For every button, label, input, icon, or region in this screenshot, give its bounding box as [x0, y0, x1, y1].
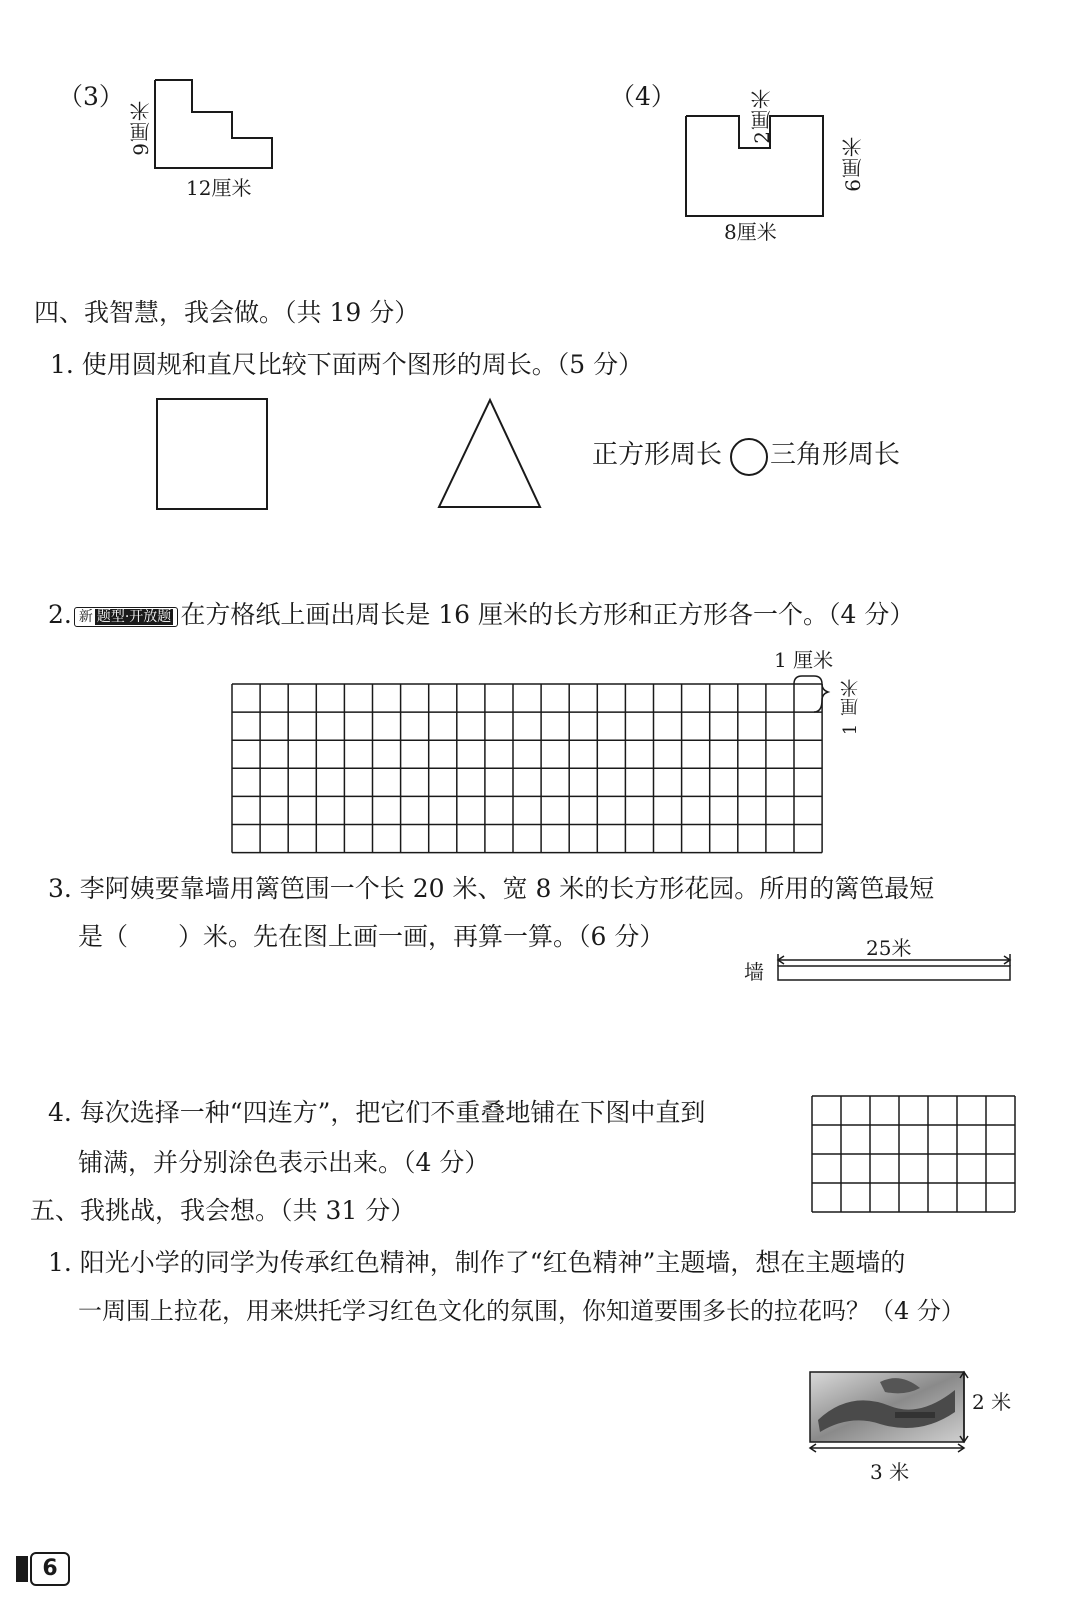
- shape4-width-label: 8厘米: [724, 220, 777, 244]
- shape4-label: （4）: [610, 82, 676, 111]
- shape3-width-label: 12厘米: [186, 176, 252, 200]
- wall-width-label: 3 米: [870, 1460, 910, 1484]
- page-number: 6: [30, 1552, 70, 1586]
- badge-new: 新: [78, 608, 93, 625]
- q3-line2: 是（ ）米。先在图上画一画，再算一算。（6 分）: [78, 922, 665, 951]
- triangle-perimeter-label: 三角形周长: [770, 440, 901, 470]
- shape4-notch-label: 2厘米: [750, 88, 774, 144]
- shape3-height-label: 9厘米: [129, 100, 153, 156]
- section5-title: 五、我挑战，我会想。（共 31 分）: [30, 1196, 416, 1225]
- s5-q1-line1: 1. 阳光小学的同学为传承红色精神，制作了“红色精神”主题墙，想在主题墙的: [48, 1248, 906, 1277]
- shape3-label: （3）: [58, 82, 124, 111]
- q3-line1: 3. 李阿姨要靠墙用篱笆围一个长 20 米、宽 8 米的长方形花园。所用的篱笆最短: [48, 874, 935, 903]
- s5-q1-line2: 一周围上拉花，用来烘托学习红色文化的氛围，你知道要围多长的拉花吗？（4 分）: [78, 1297, 965, 1325]
- shape4-height-label: 6厘米: [841, 136, 865, 192]
- q4-line2: 铺满，并分别涂色表示出来。（4 分）: [78, 1148, 490, 1177]
- unit-vertical-label: 1 厘米: [840, 678, 861, 736]
- wall-label: 墙: [744, 960, 764, 984]
- wall-length-label: 25米: [866, 936, 912, 960]
- square-perimeter-label: 正方形周长: [592, 440, 723, 470]
- section4-title: 四、我智慧，我会做。（共 19 分）: [34, 298, 420, 327]
- q1-text: 1. 使用圆规和直尺比较下面两个图形的周长。（5 分）: [50, 350, 644, 379]
- unit-horizontal-label: 1 厘米: [774, 648, 834, 672]
- wall-height-label: 2 米: [972, 1390, 1012, 1414]
- q4-line1: 4. 每次选择一种“四连方”，把它们不重叠地铺在下图中直到: [48, 1098, 706, 1127]
- q2-prefix: 2.: [48, 600, 72, 629]
- badge-type: 题型·开放题: [96, 608, 172, 625]
- page-number-bar: [16, 1556, 28, 1582]
- q2-text: 在方格纸上画出周长是 16 厘米的长方形和正方形各一个。（4 分）: [180, 600, 915, 629]
